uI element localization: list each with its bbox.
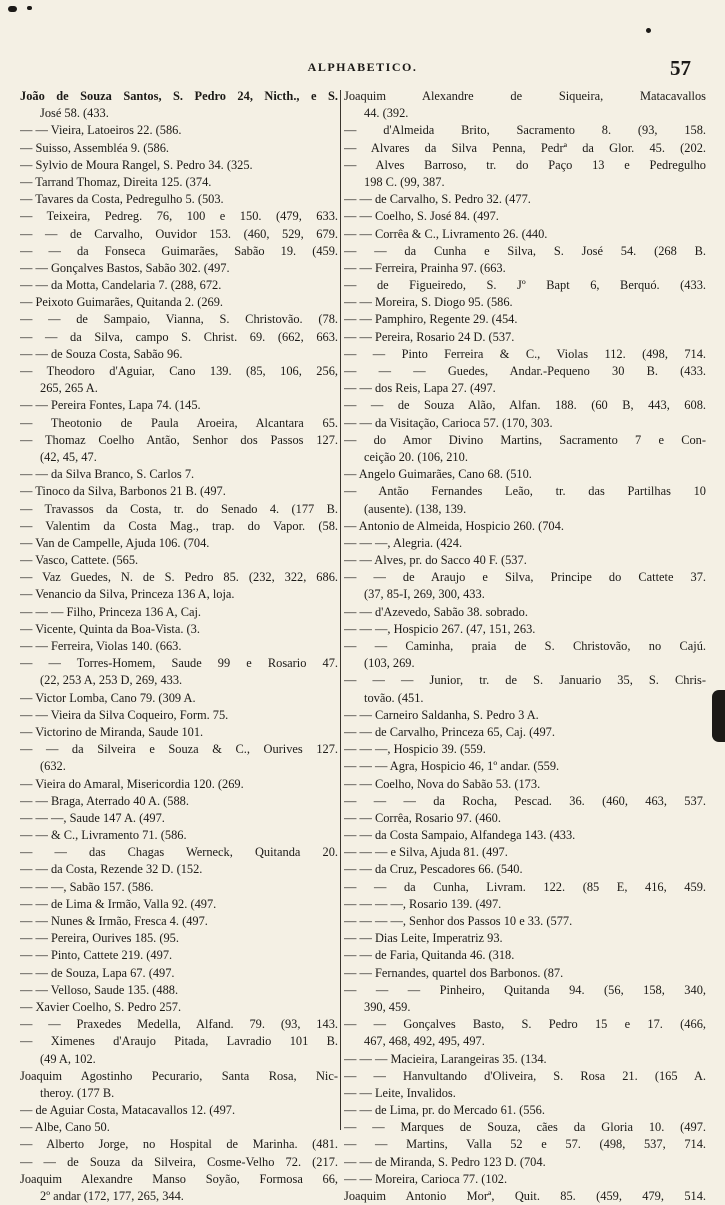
- left-entry-line: — — de Souza, Lapa 67. (497.: [20, 965, 175, 980]
- left-entry-line: (632.: [40, 759, 66, 774]
- left-entry-line: — Tavares da Costa, Pedregulho 5. (503.: [20, 192, 224, 207]
- right-entry-line: 44. (392.: [364, 106, 409, 121]
- right-entry-line: — — Coelho, S. José 84. (497.: [344, 209, 499, 224]
- right-entry-line: — — de Faria, Quitanda 46. (318.: [344, 948, 515, 963]
- left-entry-line: — de Aguiar Costa, Matacavallos 12. (497.: [20, 1103, 236, 1118]
- page-header: [0, 56, 725, 80]
- left-entry-line: — — da Silva, campo S. Christ. 69. (662, 663.: [20, 329, 338, 344]
- left-entry-line: — — de Carvalho, Ouvidor 153. (460, 529, 679.: [20, 226, 338, 241]
- left-entry-line: — Venancio da Silva, Princeza 136 A, loja.: [20, 587, 235, 602]
- left-entry-line: — Theotonio de Paula Aroeira, Alcantara 65.: [20, 415, 338, 430]
- right-entry-line: — — da Costa Sampaio, Alfandega 143. (433.: [344, 828, 576, 843]
- right-entry-line: — — Dias Leite, Imperatriz 93.: [344, 931, 503, 946]
- left-entry-line: — — Torres-Homem, Saude 99 e Rosario 47.: [20, 656, 338, 671]
- left-entry-line: — — da Silveira e Souza & C., Ourives 127.: [20, 742, 338, 757]
- left-entry-line: — — da Silva Branco, S. Carlos 7.: [20, 467, 195, 482]
- right-entry-line: — Antonio de Almeida, Hospicio 260. (704.: [344, 518, 564, 533]
- left-entry-line: — Tinoco da Silva, Barbonos 21 B. (497.: [20, 484, 226, 499]
- left-entry-line: — Van de Campelle, Ajuda 106. (704.: [20, 535, 210, 550]
- right-entry-line: — de Figueiredo, S. Jº Bapt 6, Berquó. (433.: [344, 278, 706, 293]
- right-entry-line: — — Fernandes, quartel dos Barbonos. (87.: [344, 965, 564, 980]
- right-entry-line: — Alves Barroso, tr. do Paço 13 e Pedregulho: [344, 157, 706, 172]
- left-entry-line: — — da Costa, Rezende 32 D. (152.: [20, 862, 203, 877]
- left-entry-line: — — Ferreira, Violas 140. (663.: [20, 639, 182, 653]
- left-entry-line: — — Nunes & Irmão, Fresca 4. (497.: [20, 914, 208, 928]
- left-entry-line: — Thomaz Coelho Antão, Senhor dos Passos 127.: [20, 432, 338, 447]
- left-entry-line: 265, 265 A.: [40, 381, 98, 396]
- left-entry-line: — — —, Saude 147 A. (497.: [20, 810, 165, 825]
- right-entry-line: — — —, Hospicio 39. (559.: [344, 742, 486, 757]
- right-entry-line: 198 C. (99, 387.: [364, 174, 445, 189]
- right-entry-line: — — da Visitação, Carioca 57. (170, 303.: [344, 415, 553, 430]
- right-entry-line: — — —, Hospicio 267. (47, 151, 263.: [344, 621, 536, 636]
- left-entry-line: — — da Motta, Candelaria 7. (288, 672.: [20, 278, 222, 293]
- left-entry-line: — Vicente, Quinta da Boa-Vista. (3.: [20, 621, 200, 636]
- right-entry-line: — — de Carvalho, Princeza 65, Caj. (497.: [344, 724, 555, 739]
- right-entry-line: — — da Cunha e Silva, S. José 54. (268 B.: [344, 243, 706, 258]
- left-entry-line: — — Pereira, Ourives 185. (95.: [20, 931, 179, 946]
- right-entry-line: — — Martins, Valla 52 e 57. (498, 537, 714.: [344, 1137, 706, 1152]
- left-entry-line: — — Vieira da Silva Coqueiro, Form. 75.: [20, 707, 229, 722]
- right-entry-line: — — Pamphiro, Regente 29. (454.: [344, 312, 518, 327]
- left-entry-line: — — & C., Livramento 71. (586.: [20, 828, 187, 843]
- right-entry-line: — — — da Rocha, Pescad. 36. (460, 463, 537.: [344, 793, 706, 808]
- right-entry-line: — — Coelho, Nova do Sabão 53. (173.: [344, 776, 541, 791]
- right-entry-line: — — Marques de Souza, cães da Gloria 10. (497.: [344, 1120, 706, 1135]
- right-entry-line: — Angelo Guimarães, Cano 68. (510.: [344, 467, 532, 482]
- right-entry-line: ceição 20. (106, 210.: [364, 449, 468, 464]
- left-entry-line: — — de Souza da Silveira, Cosme-Velho 72. (217.: [20, 1154, 338, 1169]
- left-entry-line: — — —, Sabão 157. (586.: [20, 879, 154, 894]
- left-entry-line: — — Praxedes Medella, Alfand. 79. (93, 143.: [20, 1017, 338, 1032]
- right-column: [344, 88, 706, 1205]
- right-entry-line: — Alvares da Silva Penna, Pedrª da Glor. 45. (202.: [344, 140, 706, 155]
- left-entry-line: Joaquim Agostinho Pecurario, Santa Rosa, Nic-: [20, 1068, 338, 1083]
- right-entry-line: — — — e Silva, Ajuda 81. (497.: [344, 845, 508, 860]
- right-entry-line: — — Hanvultando d'Oliveira, S. Rosa 21. (165 A.: [344, 1068, 706, 1083]
- right-entry-line: — — Pereira, Rosario 24 D. (537.: [344, 329, 515, 344]
- right-entry-line: — — Corrêa, Rosario 97. (460.: [344, 810, 501, 825]
- right-entry-line: — — — Guedes, Andar.-Pequeno 30 B. (433.: [344, 364, 706, 378]
- right-entry-line: — — da Cruz, Pescadores 66. (540.: [344, 862, 523, 877]
- left-entry-line: — — de Souza Costa, Sabão 96.: [20, 346, 183, 361]
- left-entry-line: theroy. (177 B.: [40, 1085, 115, 1100]
- left-entry-line: — Theodoro d'Aguiar, Cano 139. (85, 106, 256,: [20, 364, 338, 378]
- right-entry-line: — — da Cunha, Livram. 122. (85 E, 416, 459.: [344, 879, 706, 894]
- print-speck-top-right: [646, 28, 651, 33]
- left-entry-line: — — Gonçalves Bastos, Sabão 302. (497.: [20, 260, 230, 275]
- left-entry-line: — Albe, Cano 50.: [20, 1120, 110, 1135]
- right-entry-line: — — —, Alegria. (424.: [344, 535, 463, 550]
- left-entry-line: (49 A, 102.: [40, 1051, 96, 1066]
- right-entry-line: Joaquim Antonio Morª, Quit. 85. (459, 479, 514.: [344, 1189, 706, 1203]
- left-entry-line: — Ximenes d'Araujo Pitada, Lavradio 101 B.: [20, 1034, 338, 1049]
- right-entry-line: (ausente). (138, 139.: [364, 501, 467, 516]
- left-entry-line: — Valentim da Costa Mag., trap. do Vapor. (58.: [20, 518, 338, 533]
- right-entry-line: — — — Junior, tr. de S. Januario 35, S. Chris-: [344, 673, 706, 688]
- right-entry-line: — — Leite, Invalidos.: [344, 1085, 456, 1100]
- right-entry-line: — — Alves, pr. do Sacco 40 F. (537.: [344, 553, 527, 568]
- right-entry-line: — — dos Reis, Lapa 27. (497.: [344, 381, 496, 396]
- left-column: [20, 88, 338, 1205]
- left-entry-line: — Tarrand Thomaz, Direita 125. (374.: [20, 174, 212, 189]
- right-entry-line: — — — Pinheiro, Quitanda 94. (56, 158, 340,: [344, 982, 706, 997]
- left-entry-line: José 58. (433.: [40, 106, 109, 121]
- right-entry-line: tovão. (451.: [364, 690, 424, 705]
- right-entry-line: — — Carneiro Saldanha, S. Pedro 3 A.: [344, 707, 539, 722]
- right-entry-line: — do Amor Divino Martins, Sacramento 7 e Con-: [344, 432, 706, 447]
- left-entry-line: — Travassos da Costa, tr. do Senado 4. (177 B.: [20, 501, 338, 516]
- left-entry-line: — Victorino de Miranda, Saude 101.: [20, 724, 204, 739]
- left-entry-line: (22, 253 A, 253 D, 269, 433.: [40, 673, 183, 688]
- print-speck-top-left: [8, 6, 17, 12]
- right-entry-line: — — Corrêa & C., Livramento 26. (440.: [344, 226, 548, 241]
- left-entry-line: — — Pinto, Cattete 219. (497.: [20, 948, 173, 963]
- left-entry-line: — — Vieira, Latoeiros 22. (586.: [20, 123, 182, 138]
- right-entry-line: — — de Lima, pr. do Mercado 61. (556.: [344, 1103, 545, 1118]
- left-entry-line: — Vasco, Cattete. (565.: [20, 553, 139, 568]
- left-entry-line: 2º andar (172, 177, 265, 344.: [40, 1189, 184, 1203]
- left-entry-line: — — Pereira Fontes, Lapa 74. (145.: [20, 398, 201, 413]
- right-entry-line: 390, 459.: [364, 999, 411, 1014]
- left-entry-line: — Teixeira, Pedreg. 76, 100 e 150. (479, 633.: [20, 209, 338, 224]
- left-entry-line: — Xavier Coelho, S. Pedro 257.: [20, 999, 182, 1014]
- right-entry-line: — — de Souza Alão, Alfan. 188. (60 B, 443, 608.: [344, 398, 706, 413]
- right-entry-line: — — — —, Rosario 139. (497.: [344, 896, 502, 911]
- left-entry-line: — Suisso, Assembléa 9. (586.: [20, 140, 170, 155]
- right-entry-line: — — Gonçalves Basto, S. Pedro 15 e 17. (466,: [344, 1017, 706, 1032]
- left-entry-line: — — das Chagas Werneck, Quitanda 20.: [20, 845, 338, 860]
- left-entry-line: — — de Sampaio, Vianna, S. Christovão. (78.: [20, 312, 338, 327]
- margin-blot: [712, 690, 725, 742]
- left-entry-line: — — Velloso, Saude 135. (488.: [20, 982, 179, 997]
- right-entry-line: — Antão Fernandes Leão, tr. das Partilhas 10: [344, 484, 706, 499]
- right-entry-line: — — Ferreira, Prainha 97. (663.: [344, 260, 506, 275]
- right-entry-line: — d'Almeida Brito, Sacramento 8. (93, 158.: [344, 123, 706, 138]
- right-entry-line: — — de Araujo e Silva, Principe do Cattete 37.: [344, 570, 706, 585]
- right-entry-line: — — Caminha, praia de S. Christovão, no Cajú.: [344, 639, 706, 653]
- left-entry-line: — Vieira do Amaral, Misericordia 120. (269.: [20, 776, 244, 791]
- right-entry-line: Joaquim Alexandre de Siqueira, Matacavallos: [344, 89, 706, 103]
- right-entry-line: — — — Macieira, Larangeiras 35. (134.: [344, 1051, 547, 1066]
- left-entry-line: — Alberto Jorge, no Hospital de Marinha. (481.: [20, 1137, 338, 1152]
- right-entry-line: — — — Agra, Hospicio 46, 1º andar. (559.: [344, 759, 560, 774]
- right-entry-line: — — Pinto Ferreira & C., Violas 112. (498, 714.: [344, 346, 706, 361]
- right-entry-line: — — de Miranda, S. Pedro 123 D. (704.: [344, 1154, 546, 1169]
- left-entry-line: — — — Filho, Princeza 136 A, Caj.: [20, 604, 202, 619]
- running-title: ALPHABETICO.: [307, 60, 418, 74]
- right-entry-line: (37, 85-I, 269, 300, 433.: [364, 587, 485, 602]
- right-entry-line: — — d'Azevedo, Sabão 38. sobrado.: [344, 604, 528, 619]
- left-entry-line: — Vaz Guedes, N. de S. Pedro 85. (232, 322, 686.: [20, 570, 338, 585]
- right-entry-line: — — — —, Senhor dos Passos 10 e 33. (577.: [344, 914, 573, 928]
- left-entry-line: (42, 45, 47.: [40, 449, 97, 464]
- left-entry-line: — — de Lima & Irmão, Valla 92. (497.: [20, 896, 217, 911]
- column-divider: [340, 90, 341, 1130]
- page-number: 57: [670, 56, 691, 80]
- left-entry-line: — Sylvio de Moura Rangel, S. Pedro 34. (325.: [20, 157, 253, 172]
- right-entry-line: — — Moreira, Carioca 77. (102.: [344, 1171, 508, 1186]
- right-entry-line: — — de Carvalho, S. Pedro 32. (477.: [344, 192, 531, 207]
- right-entry-line: — — Moreira, S. Diogo 95. (586.: [344, 295, 513, 310]
- right-entry-line: 467, 468, 492, 495, 497.: [364, 1034, 485, 1049]
- left-entry-line: — — Braga, Aterrado 40 A. (588.: [20, 793, 189, 808]
- left-entry-line: João de Souza Santos, S. Pedro 24, Nicth., e S.: [20, 89, 338, 103]
- left-entry-line: Joaquim Alexandre Manso Soyão, Formosa 66,: [20, 1171, 338, 1186]
- left-entry-line: — Peixoto Guimarães, Quitanda 2. (269.: [20, 295, 224, 310]
- left-entry-line: — — da Fonseca Guimarães, Sabão 19. (459.: [20, 243, 338, 258]
- print-speck-top-left-2: [27, 6, 32, 10]
- right-entry-line: (103, 269.: [364, 656, 415, 671]
- left-entry-line: — Victor Lomba, Cano 79. (309 A.: [20, 690, 196, 705]
